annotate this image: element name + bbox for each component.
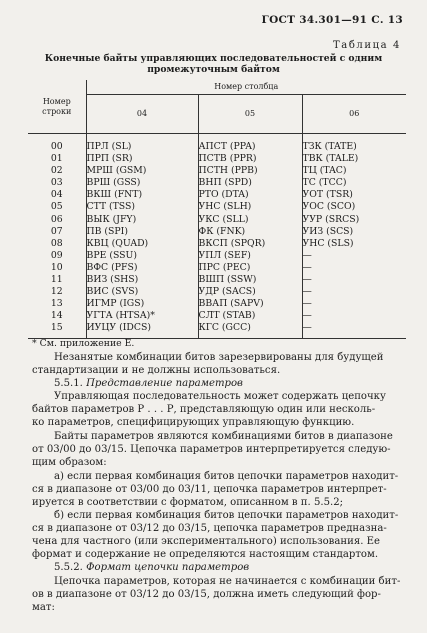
column-header-05: 05 (198, 95, 302, 134)
paragraph-3-line-3: щим образом: (32, 457, 107, 468)
column-group-header: Номер столбца (86, 80, 406, 95)
row-number-cell: 09 (50, 249, 63, 261)
cell-col-06: УНС (SLS) (302, 238, 406, 250)
table-row (28, 262, 406, 274)
table-4 (28, 80, 406, 339)
table-footnote: * См. приложение Е. (32, 338, 135, 349)
row-number-cell: 12 (50, 286, 63, 298)
cell-col-06: — (302, 310, 406, 322)
cell-col-05: ПРС (PEC) (198, 262, 302, 274)
table-row (28, 189, 406, 201)
table-row (28, 153, 406, 165)
table-row (28, 286, 406, 298)
item-b-line-3: чена для частного (или экспериментального) использования. Ее (32, 536, 380, 547)
column-header-04: 04 (86, 95, 198, 134)
row-number-cell: 14 (50, 310, 63, 322)
item-a-line-2: ся в диапазоне от 03/00 до 03/11, цепочка параметров интерпрет- (32, 484, 387, 495)
table-row (28, 134, 406, 154)
section-5-5-1-number: 5.5.1. (54, 378, 83, 389)
paragraph-3-line-2: от 03/00 до 03/15. Цепочка параметров интерпретируется следую- (32, 444, 391, 455)
cell-col-05: УКС (SLL) (198, 214, 302, 226)
cell-col-06: — (302, 286, 406, 298)
row-number-header-line-1: Номер (42, 96, 71, 106)
table-row (28, 177, 406, 189)
item-a-line-1: а) если первая комбинация битов цепочки параметров находит- (54, 471, 399, 482)
item-a-line-3: ируется в соответствии с форматом, описанном в п. 5.5.2; (32, 497, 344, 508)
table-row (28, 201, 406, 213)
cell-col-05: ПСТН (PPB) (198, 165, 302, 177)
section-5-5-2-title: Формат цепочки параметров (86, 562, 250, 573)
table-caption-line-1: Конечные байты управляющих последовательностей с одним (44, 53, 383, 64)
cell-col-04: ПРЛ (SL) (86, 134, 198, 154)
item-b-line-2: ся в диапазоне от 03/12 до 03/15, цепочка параметров предназна- (32, 523, 387, 534)
row-number-cell: 06 (50, 213, 63, 225)
cell-col-05: СЛТ (STAB) (198, 310, 302, 322)
table-row (28, 298, 406, 310)
cell-col-06: УУР (SRCS) (302, 214, 406, 226)
column-header-06: 06 (302, 95, 406, 134)
cell-col-04: ВИЗ (SHS) (86, 274, 198, 286)
cell-col-05: ПСТВ (PPR) (198, 153, 302, 165)
paragraph-1-line-2: стандартизации и не должны использоваться. (32, 365, 281, 376)
cell-col-06: ТЦ (TAC) (302, 165, 406, 177)
row-number-header (28, 80, 86, 134)
item-b-line-4: формат и содержание не определяются настоящим стандартом. (32, 549, 379, 560)
cell-col-06: ТС (TCC) (302, 177, 406, 189)
section-5-5-2-number: 5.5.2. (54, 562, 83, 573)
cell-col-05: РТО (DTA) (198, 189, 302, 201)
row-number-cell: 13 (50, 298, 63, 310)
cell-col-05: ВКСП (SPQR) (198, 238, 302, 250)
cell-col-06: УИЗ (SCS) (302, 226, 406, 238)
cell-col-04: СТТ (TSS) (86, 201, 198, 213)
cell-col-06: — (302, 250, 406, 262)
table-row (28, 214, 406, 226)
table-label: Таблица 4 (332, 40, 401, 51)
section-5-5-1-heading (54, 378, 243, 389)
cell-col-04: ПВ (SPI) (86, 226, 198, 238)
paragraph-1-line-1 (54, 352, 408, 363)
cell-col-06: — (302, 298, 406, 310)
page-header: ГОСТ 34.301—91 С. 13 (261, 14, 403, 26)
cell-col-04: ВФС (PFS) (86, 262, 198, 274)
table-row (28, 274, 406, 286)
row-number-cell: 00 (50, 141, 63, 152)
cell-col-06: — (302, 262, 406, 274)
cell-col-05: ВВАП (SAPV) (198, 298, 302, 310)
paragraph-3-line-1: Байты параметров являются комбинациями битов в диапазоне (54, 431, 393, 442)
paragraph-4-line-1: Цепочка параметров, которая не начинается с комбинации бит- (54, 576, 401, 587)
row-number-cell: 04 (50, 189, 63, 201)
row-number-cell: 05 (50, 201, 63, 213)
table-row (28, 238, 406, 250)
cell-col-04: МРШ (GSM) (86, 165, 198, 177)
paragraph-4-line-2: ов в диапазоне от 03/12 до 03/15, должна иметь следующий фор- (32, 589, 381, 600)
cell-col-06: — (302, 274, 406, 286)
cell-col-04: ВЫК (JFY) (86, 214, 198, 226)
cell-col-05: ВНП (SPD) (198, 177, 302, 189)
cell-col-05: КГС (GCC) (198, 322, 302, 338)
row-number-cell: 15 (28, 322, 86, 338)
row-number-cell: 11 (50, 274, 63, 286)
section-5-5-1-title: Представление параметров (86, 378, 243, 389)
cell-col-04: КВЦ (QUAD) (86, 238, 198, 250)
item-b-line-1: б) если первая комбинация битов цепочки параметров находит- (54, 510, 399, 521)
cell-col-05: УДР (SACS) (198, 286, 302, 298)
cell-col-04: ПРП (SR) (86, 153, 198, 165)
cell-col-04: ВРШ (GSS) (86, 177, 198, 189)
table-row (28, 226, 406, 238)
row-number-cell: 03 (50, 177, 63, 189)
table-row (28, 322, 406, 338)
row-number-cell: 02 (50, 165, 63, 177)
cell-col-06: ТВК (TALE) (302, 153, 406, 165)
row-number-header-line-2: строки (42, 106, 72, 116)
cell-col-04: ИГМР (IGS) (86, 298, 198, 310)
paragraph-2-line-3: ко параметров, специфицирующих управляющую функцию. (32, 417, 355, 428)
table-caption-line-2: промежуточным байтом (147, 64, 280, 75)
cell-col-06: — (302, 322, 406, 338)
cell-col-05: ВШП (SSW) (198, 274, 302, 286)
table-row (28, 250, 406, 262)
cell-col-04: ИУЦУ (IDCS) (86, 322, 198, 338)
cell-col-05: АПСТ (PPA) (198, 134, 302, 154)
paragraph-4-line-3: мат: (32, 602, 55, 613)
cell-col-05: УПЛ (SEF) (198, 250, 302, 262)
cell-col-04: УГТА (HTSA)* (86, 310, 198, 322)
cell-col-04: ВКШ (FNT) (86, 189, 198, 201)
cell-col-05: ФК (FNK) (198, 226, 302, 238)
row-number-cell: 08 (50, 237, 63, 249)
table-row (28, 310, 406, 322)
cell-col-04: ВИС (SVS) (86, 286, 198, 298)
paragraph-2-line-1: Управляющая последовательность может содержать цепочку (54, 391, 386, 402)
row-number-cell: 10 (50, 261, 63, 273)
table-caption (0, 53, 427, 75)
cell-col-06: УОС (SCO) (302, 201, 406, 213)
cell-col-04: ВРЕ (SSU) (86, 250, 198, 262)
cell-col-06: ТЗК (TATE) (302, 134, 406, 154)
paragraph-1-line-1-text: Незанятые комбинации битов зарезервированы для будущей (54, 352, 384, 363)
row-number-cell: 07 (50, 225, 63, 237)
cell-col-05: УНС (SLH) (198, 201, 302, 213)
table-row (28, 165, 406, 177)
row-number-cell: 01 (50, 153, 63, 165)
section-5-5-2-heading (54, 562, 249, 573)
cell-col-06: УОТ (TSR) (302, 189, 406, 201)
paragraph-2-line-2: байтов параметров Р . . . Р, представляющую один или несколь- (32, 404, 376, 415)
